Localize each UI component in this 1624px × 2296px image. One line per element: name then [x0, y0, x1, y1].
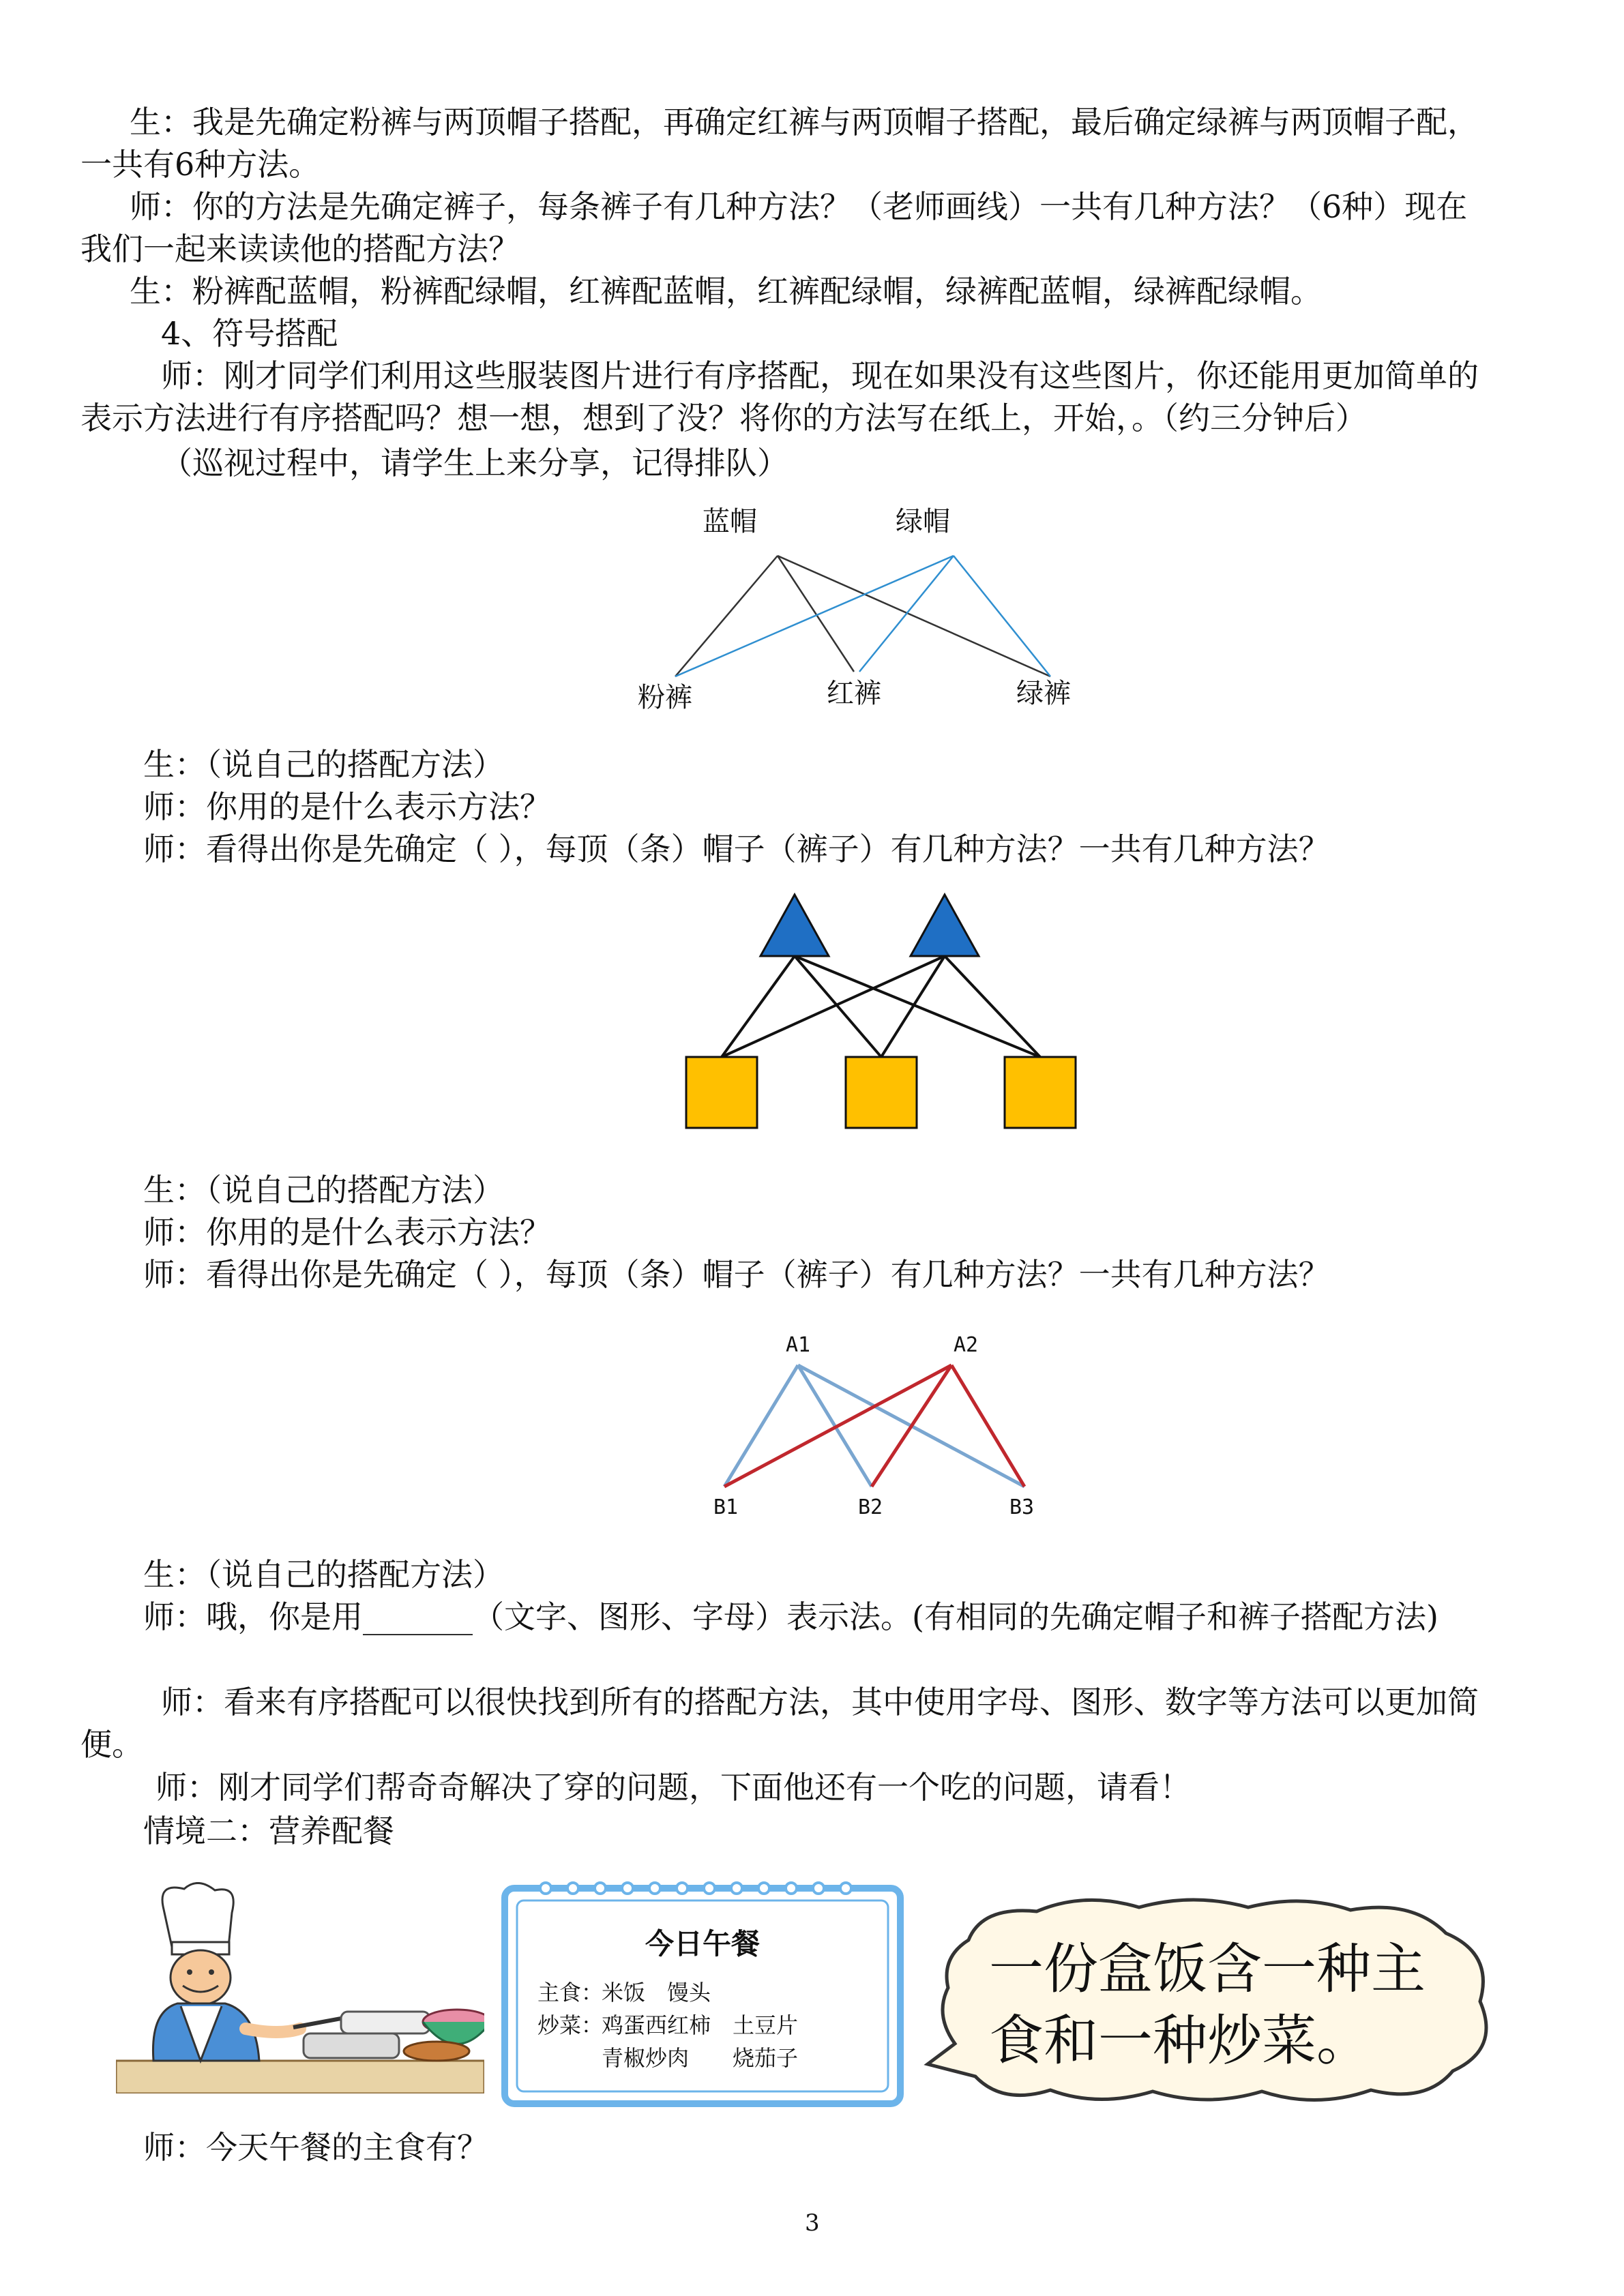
- menu-dishes-row2: 青椒炒肉 烧茄子: [602, 2045, 799, 2071]
- paragraph-student-list: 生：粉裤配蓝帽，粉裤配绿帽，红裤配蓝帽，红裤配绿帽，绿裤配蓝帽，绿裤配绿帽。: [130, 273, 1322, 310]
- section-heading-symbol-matching: 4、符号搭配: [161, 315, 338, 352]
- paragraph-student-method-3: 生：（说自己的搭配方法）: [143, 1556, 504, 1593]
- paragraph-student-answer: 生：我是先确定粉裤与两顶帽子搭配，再确定红裤与两顶帽子搭配，最后确定绿裤与两顶帽子配，: [130, 104, 1479, 140]
- paragraph-teacher-question: 师：你的方法是先确定裤子，每条裤子有几种方法？（老师画线）一共有几种方法？（6种）现在: [130, 188, 1468, 225]
- label-green-pants: 绿裤: [1016, 678, 1071, 709]
- menu-title: 今日午餐: [645, 1927, 761, 1960]
- line-a2-b1: [724, 1365, 951, 1487]
- tray-2: [341, 2012, 430, 2033]
- line-green-pink: [675, 556, 954, 676]
- paragraph-teacher-intro-cont: 表示方法进行有序搭配吗？想一想，想到了没？将你的方法写在纸上，开始，。（约三分钟后）: [80, 400, 1367, 436]
- counter: [116, 2061, 484, 2093]
- paragraph-teacher-transition: 师：刚才同学们帮奇奇解决了穿的问题，下面他还有一个吃的问题，请看！: [156, 1769, 1191, 1806]
- paragraph-teacher-lunch-question: 师：今天午餐的主食有？: [143, 2129, 488, 2166]
- square-pants-2: [846, 1057, 917, 1128]
- label-red-pants: 红裤: [827, 678, 881, 709]
- chef-face: [171, 1950, 231, 2005]
- bowl-orange: [404, 2042, 469, 2061]
- paragraph-teacher-question-cont: 我们一起来读读他的搭配方法？: [80, 230, 520, 267]
- menu-staple-label: 主食：: [537, 1980, 604, 2006]
- label-blue-hat: 蓝帽: [703, 506, 757, 537]
- label-a2: A2: [953, 1333, 979, 1357]
- label-b2: B2: [857, 1495, 883, 1519]
- line-tri2-sq3: [945, 956, 1040, 1057]
- paragraph-patrol-note: （巡视过程中，请学生上来分享，记得排队）: [161, 445, 788, 481]
- speech-bubble: [907, 1892, 1521, 2111]
- menu-staples: 米饭 馒头: [602, 1980, 711, 2006]
- speech-line-1: 一份盒饭含一种主: [989, 1937, 1426, 2001]
- paragraph-teacher-which-method-1: 师：你用的是什么表示方法？: [143, 788, 551, 825]
- menu-dishes-row1: 鸡蛋西红柿 土豆片: [602, 2012, 799, 2038]
- label-a1: A1: [785, 1333, 811, 1357]
- chef-illustration: [116, 1882, 484, 2093]
- line-green-green: [954, 556, 1050, 676]
- paragraph-student-answer-cont: 一共有6种方法。: [80, 146, 321, 183]
- triangle-hat-1: [761, 895, 829, 956]
- paragraph-student-method-2: 生：（说自己的搭配方法）: [143, 1172, 504, 1208]
- triangle-hat-2: [911, 895, 979, 956]
- paragraph-teacher-followup-2: 师：看得出你是先确定（ ），每顶（条）帽子（裤子）有几种方法？一共有几种方法？: [143, 1256, 1330, 1293]
- speech-line-2: 食和一种炒菜。: [989, 2009, 1371, 2072]
- diagram-letter-matching: [696, 1323, 1064, 1527]
- chef-hat: [162, 1883, 233, 1947]
- menu-dish-label: 炒菜：: [537, 2012, 604, 2038]
- line-blue-pink: [675, 556, 778, 676]
- label-b1: B1: [713, 1495, 739, 1519]
- square-pants-3: [1005, 1057, 1076, 1128]
- paragraph-teacher-method-type: 师：哦，你是用_______（文字、图形、字母）表示法。(有相同的先确定帽子和裤子搭配方法): [143, 1598, 1438, 1635]
- paragraph-teacher-intro: 师：刚才同学们利用这些服装图片进行有序搭配，现在如果没有这些图片，你还能用更加简单的: [161, 357, 1479, 394]
- line-green-red: [859, 556, 954, 672]
- diagram-shape-matching: [675, 886, 1084, 1139]
- line-tri1-sq2: [795, 956, 881, 1057]
- diagram-text-matching: [600, 498, 1105, 723]
- line-a2-b2: [872, 1365, 951, 1487]
- paragraph-teacher-summary: 师：看来有序搭配可以很快找到所有的搭配方法，其中使用字母、图形、数字等方法可以更加简: [161, 1684, 1479, 1720]
- page-number: 3: [805, 2209, 820, 2237]
- line-blue-green: [778, 556, 1050, 676]
- paragraph-student-method-1: 生：（说自己的搭配方法）: [143, 746, 504, 783]
- paragraph-teacher-which-method-2: 师：你用的是什么表示方法？: [143, 1214, 551, 1251]
- paragraph-teacher-summary-cont: 便。: [80, 1726, 143, 1763]
- tray-1: [304, 2033, 399, 2058]
- label-green-hat: 绿帽: [896, 506, 950, 537]
- section-heading-nutrition: 情境二：营养配餐: [143, 1813, 394, 1849]
- label-b3: B3: [1009, 1495, 1035, 1519]
- label-pink-pants: 粉裤: [638, 682, 692, 713]
- menu-notepad: [498, 1879, 907, 2111]
- square-pants-1: [686, 1057, 757, 1128]
- paragraph-teacher-followup-1: 师：看得出你是先确定（ ），每顶（条）帽子（裤子）有几种方法？一共有几种方法？: [143, 831, 1330, 867]
